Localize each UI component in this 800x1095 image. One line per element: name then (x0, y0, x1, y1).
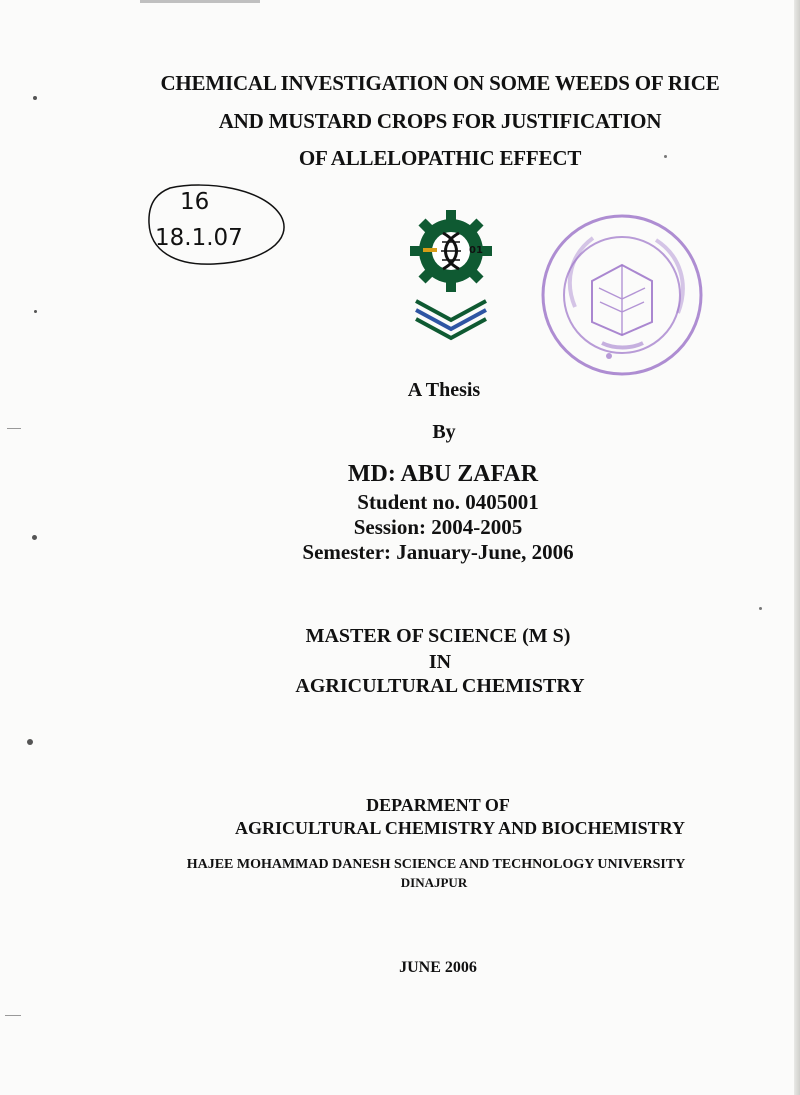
session: Session: 2004-2005 (353, 515, 523, 539)
handwritten-date: 18.1.07 (155, 225, 243, 251)
university-city: DINAJPUR (400, 875, 468, 890)
scan-speck (32, 535, 37, 540)
scan-speck (27, 739, 33, 745)
thesis-title-line-2: AND MUSTARD CROPS FOR JUSTIFICATION (218, 109, 662, 133)
library-seal-stamp-icon (538, 211, 706, 379)
logo-number: 01 (469, 245, 483, 256)
scan-speck (759, 607, 762, 610)
scan-artifact (140, 0, 260, 3)
scan-speck (34, 310, 37, 313)
author-name: MD: ABU ZAFAR (347, 461, 539, 487)
thesis-title-line-1: CHEMICAL INVESTIGATION ON SOME WEEDS OF RICE (160, 71, 720, 95)
submission-date: JUNE 2006 (399, 959, 477, 976)
student-number: Student no. 0405001 (357, 490, 539, 514)
degree-title: MASTER OF SCIENCE (M S) (305, 625, 571, 647)
scan-mark (5, 1015, 21, 1016)
handwritten-number: 16 (180, 189, 210, 215)
by-label: By (432, 421, 456, 443)
department-label: DEPARMENT OF (366, 795, 510, 815)
university-logo-icon (410, 210, 492, 342)
university-name: HAJEE MOHAMMAD DANESH SCIENCE AND TECHNOLOGY UNIVERSITY (186, 857, 686, 872)
scan-mark (7, 428, 21, 429)
degree-field: AGRICULTURAL CHEMISTRY (295, 675, 585, 697)
department-name: AGRICULTURAL CHEMISTRY AND BIOCHEMISTRY (235, 818, 685, 838)
handwritten-accession-note (146, 180, 288, 266)
degree-connector: IN (428, 651, 452, 673)
scan-speck (33, 96, 37, 100)
thesis-label: A Thesis (407, 379, 481, 401)
thesis-title-line-3: OF ALLELOPATHIC EFFECT (298, 146, 582, 170)
semester: Semester: January-June, 2006 (302, 540, 574, 564)
